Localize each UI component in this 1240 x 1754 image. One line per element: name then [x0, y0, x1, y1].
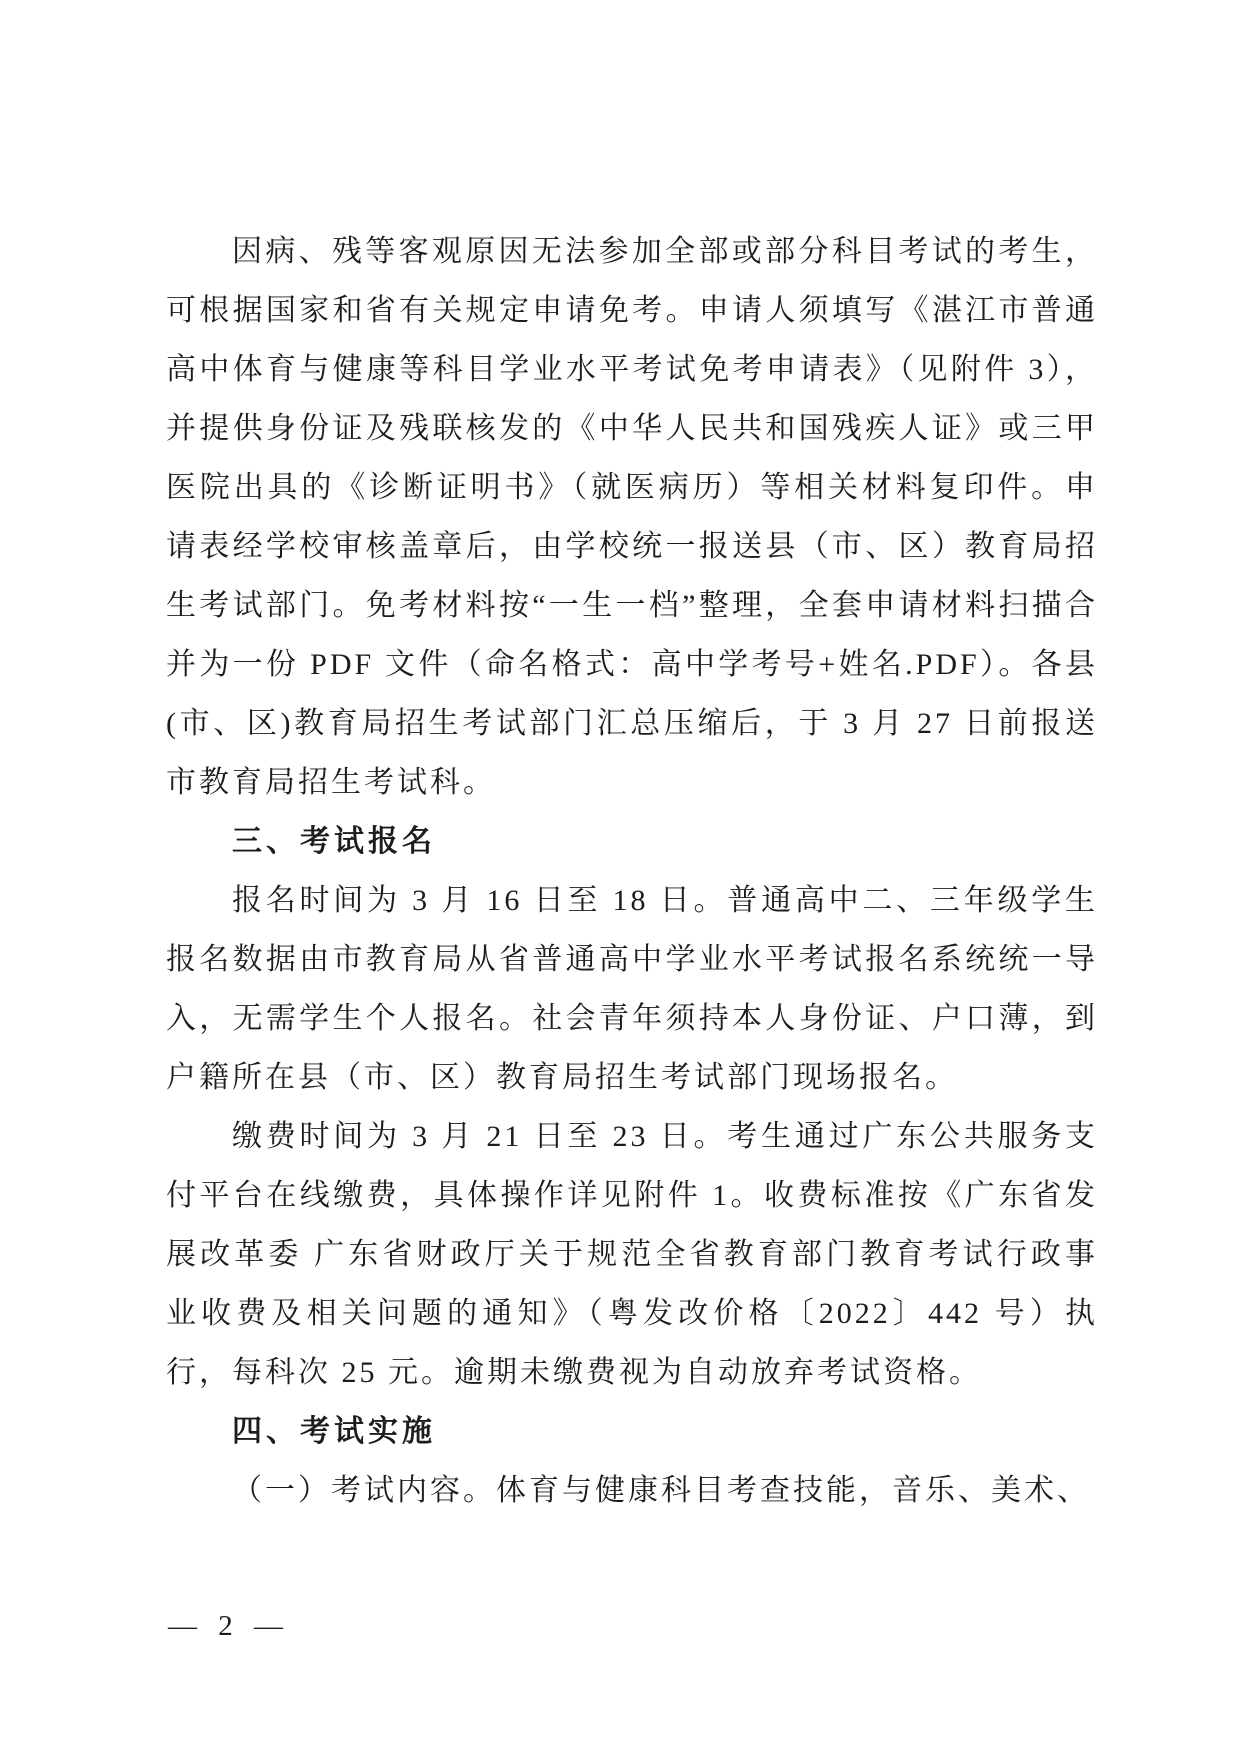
- section-heading-exam-registration: 三、考试报名: [232, 825, 436, 858]
- paragraph-exemption-application: 因病、残等客观原因无法参加全部或部分科目考试的考生，可根据国家和省有关规定申请免考。申请人须填写《湛江市普通高中体育与健康等科目学业水平考试免考申请表》（见附件 3），并提供身份证及残联核发的《中华人民共和国残疾人证》或三甲医院出具的《诊断证明书》（就医病历）等相关材料复印件。申请表经学校审核盖章后，由学校统一报送县（市、区）教育局招生考试部门。免考材料按“一生一档”整理，全套申请材料扫描合并为一份 PDF 文件（命名格式：高中学考号+姓名.PDF）。各县(市、区)教育局招生考试部门汇总压缩后，于 3 月 27 日前报送市教育局招生考试科。: [166, 235, 1098, 799]
- paragraph-payment-time: 缴费时间为 3 月 21 日至 23 日。考生通过广东公共服务支付平台在线缴费，具体操作详见附件 1。收费标准按《广东省发展改革委 广东省财政厅关于规范全省教育部门教育考试行政事业收费及相关问题的通知》（粤发改价格〔2022〕442 号）执行，每科次 25 元。逾期未缴费视为自动放弃考试资格。: [166, 1120, 1098, 1389]
- document-body: [166, 222, 1098, 1520]
- page-number: — 2 —: [168, 1610, 287, 1642]
- section-heading-exam-implementation: 四、考试实施: [232, 1415, 436, 1448]
- paragraph-exam-content: （一）考试内容。体育与健康科目考查技能，音乐、美术、: [232, 1474, 1090, 1507]
- paragraph-registration-time: 报名时间为 3 月 16 日至 18 日。普通高中二、三年级学生报名数据由市教育局从省普通高中学业水平考试报名系统统一导入，无需学生个人报名。社会青年须持本人身份证、户口薄，到户籍所在县（市、区）教育局招生考试部门现场报名。: [166, 884, 1098, 1094]
